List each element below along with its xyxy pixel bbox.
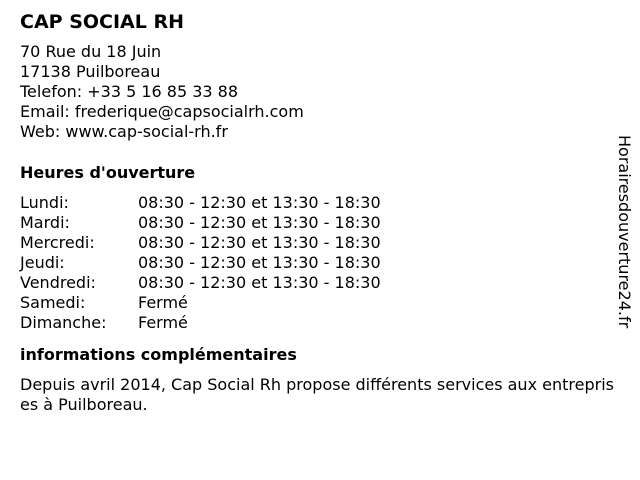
website: Web: www.cap-social-rh.fr (20, 122, 228, 141)
business-card (20, 10, 620, 415)
day-hours: Fermé (138, 313, 188, 332)
hours-row-tuesday (20, 213, 620, 233)
day-label: Vendredi: (20, 273, 96, 292)
hours-row-friday (20, 273, 620, 293)
hours-row-thursday (20, 253, 620, 273)
day-label: Mercredi: (20, 233, 95, 252)
hours-row-sunday (20, 313, 620, 333)
email-address: Email: frederique@capsocialrh.com (20, 102, 304, 121)
day-label: Dimanche: (20, 313, 107, 332)
day-hours: 08:30 - 12:30 et 13:30 - 18:30 (138, 273, 381, 292)
hours-row-monday (20, 193, 620, 213)
day-label: Jeudi: (20, 253, 65, 272)
day-label: Mardi: (20, 213, 70, 232)
day-label: Lundi: (20, 193, 69, 212)
hours-row-wednesday (20, 233, 620, 253)
additional-info-heading: informations complémentaires (20, 345, 297, 364)
day-hours: Fermé (138, 293, 188, 312)
business-name: CAP SOCIAL RH (20, 11, 184, 33)
day-hours: 08:30 - 12:30 et 13:30 - 18:30 (138, 253, 381, 272)
day-hours: 08:30 - 12:30 et 13:30 - 18:30 (138, 213, 381, 232)
day-label: Samedi: (20, 293, 86, 312)
opening-hours-table (20, 193, 620, 333)
site-watermark: Horairesdouverture24.fr (615, 135, 634, 329)
day-hours: 08:30 - 12:30 et 13:30 - 18:30 (138, 193, 381, 212)
address-city: 17138 Puilboreau (20, 62, 161, 81)
address-street: 70 Rue du 18 Juin (20, 42, 162, 61)
day-hours: 08:30 - 12:30 et 13:30 - 18:30 (138, 233, 381, 252)
additional-info-text: Depuis avril 2014, Cap Social Rh propose différents services aux entreprises à Puilboreau. (20, 375, 614, 414)
opening-hours-heading: Heures d'ouverture (20, 163, 196, 182)
hours-row-saturday (20, 293, 620, 313)
phone-number: Telefon: +33 5 16 85 33 88 (20, 82, 239, 101)
